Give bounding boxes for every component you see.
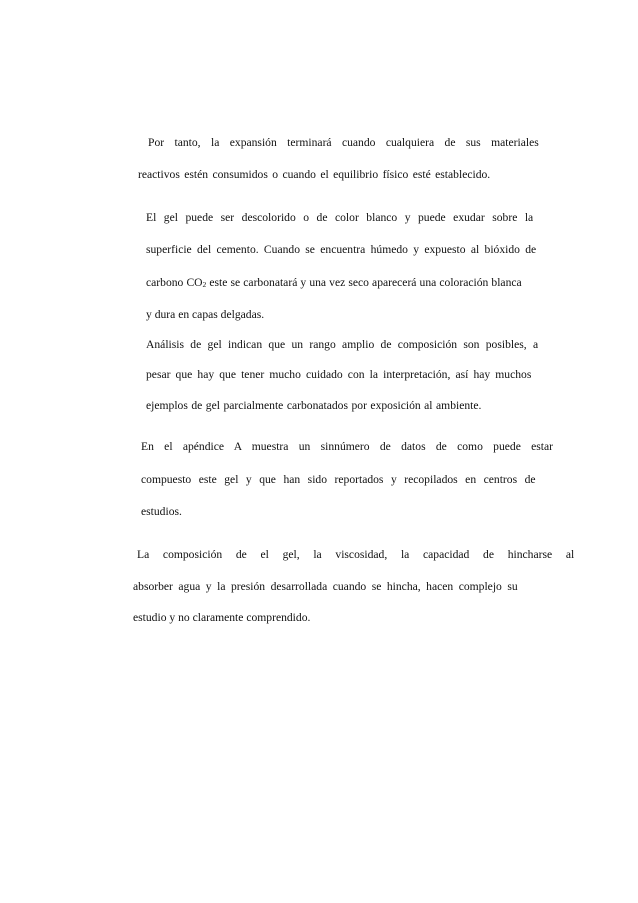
text-line: absorber agua y la presión desarrollada cuando se hincha, hacen complejo su [133,580,518,593]
text-line: Análisis de gel indican que un rango amplio de composición son posibles, a [146,338,539,351]
text-line: y dura en capas delgadas. [146,308,265,321]
text-line: La composición de el gel, la viscosidad, la capacidad de hincharse al [137,548,575,561]
text-line: reactivos estén consumidos o cuando el equilibrio físico esté establecido. [138,168,491,181]
co2-continued: este se carbonatará y una vez seco aparecerá una coloración blanca [206,276,522,289]
text-line: estudios. [141,505,182,518]
text-line: Por tanto, la expansión terminará cuando cualquiera de sus materiales [148,136,539,149]
text-line: El gel puede ser descolorido o de color blanco y puede exudar sobre la [146,211,534,224]
text-line-co2 [146,275,564,291]
text-line: ejemplos de gel parcialmente carbonatados por exposición al ambiente. [146,399,482,412]
text-line: pesar que hay que tener mucho cuidado con la interpretación, así hay muchos [146,368,532,381]
text-line: superficie del cemento. Cuando se encuentra húmedo y expuesto al bióxido de [146,243,537,256]
text-line: compuesto este gel y que han sido reportados y recopilados en centros de [141,473,536,486]
text-line: estudio y no claramente comprendido. [133,611,311,624]
text-line: En el apéndice A muestra un sinnúmero de datos de como puede estar [141,440,554,453]
co2-text: carbono CO [146,276,203,289]
co2-subscript: 2 [202,280,207,289]
